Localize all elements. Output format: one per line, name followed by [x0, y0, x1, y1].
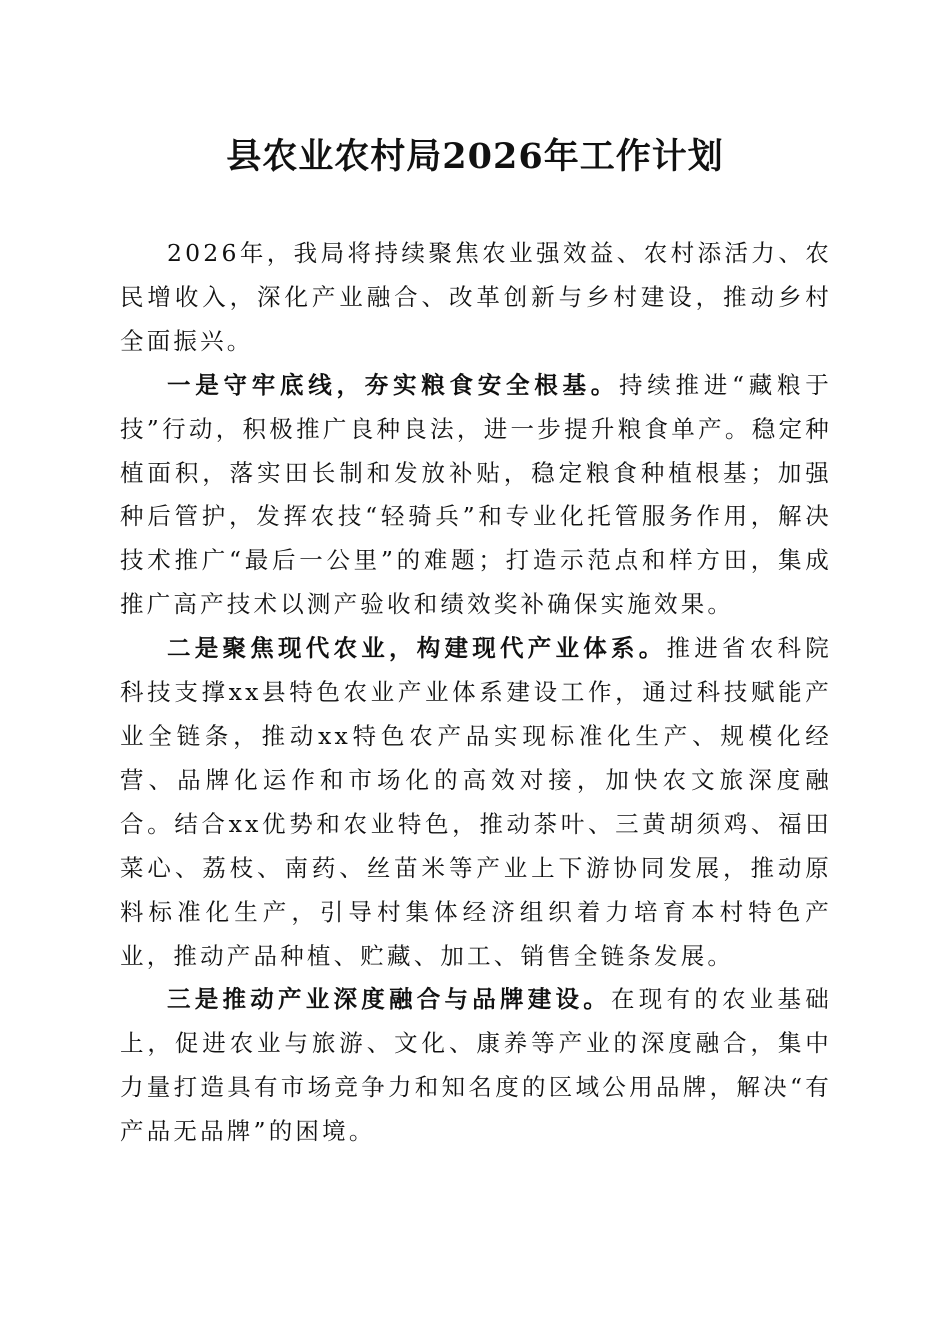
section-lead-1: 一是守牢底线，夯实粮食安全根基。 [167, 370, 620, 399]
section-paragraph-1 [120, 364, 832, 627]
document-title: 县农业农村局2026年工作计划 [226, 136, 724, 177]
intro-paragraph: 2026年，我局将持续聚焦农业强效益、农村添活力、农民增收入，深化产业融合、改革创新与乡村建设，推动乡村全面振兴。 [120, 239, 832, 355]
section-lead-2: 二是聚焦现代农业，构建现代产业体系。 [167, 634, 667, 663]
document-body [120, 232, 832, 1154]
section-paragraph-2 [120, 627, 832, 978]
section-paragraph-3 [120, 978, 832, 1154]
section-text-1: 持续推进“藏粮于技”行动，积极推广良种良法，进一步提升粮食单产。稳定种植面积，落实田长制和发放补贴，稳定粮食种植根基；加强种后管护，发挥农技“轻骑兵”和专业化托管服务作用，解决技术推广“最后一公里”的难题；打造示范点和样方田，集成推广高产技术以测产验收和绩效奖补确保实施效果。 [120, 370, 832, 619]
section-lead-3: 三是推动产业深度融合与品牌建设。 [167, 985, 612, 1014]
section-text-2: 推进省农科院科技支撑xx县特色农业产业体系建设工作，通过科技赋能产业全链条，推动xx特色农产品实现标准化生产、规模化经营、品牌化运作和市场化的高效对接，加快农文旅深度融合。结合xx优势和农业特色，推动茶叶、三黄胡须鸡、福田菜心、荔枝、南药、丝苗米等产业上下游协同发展，推动原料标准化生产，引导村集体经济组织着力培育本村特色产业，推动产品种植、贮藏、加工、销售全链条发展。 [120, 634, 832, 970]
section-text-3: 在现有的农业基础上，促进农业与旅游、文化、康养等产业的深度融合，集中力量打造具有市场竞争力和知名度的区域公用品牌，解决“有产品无品牌”的困境。 [120, 985, 832, 1146]
